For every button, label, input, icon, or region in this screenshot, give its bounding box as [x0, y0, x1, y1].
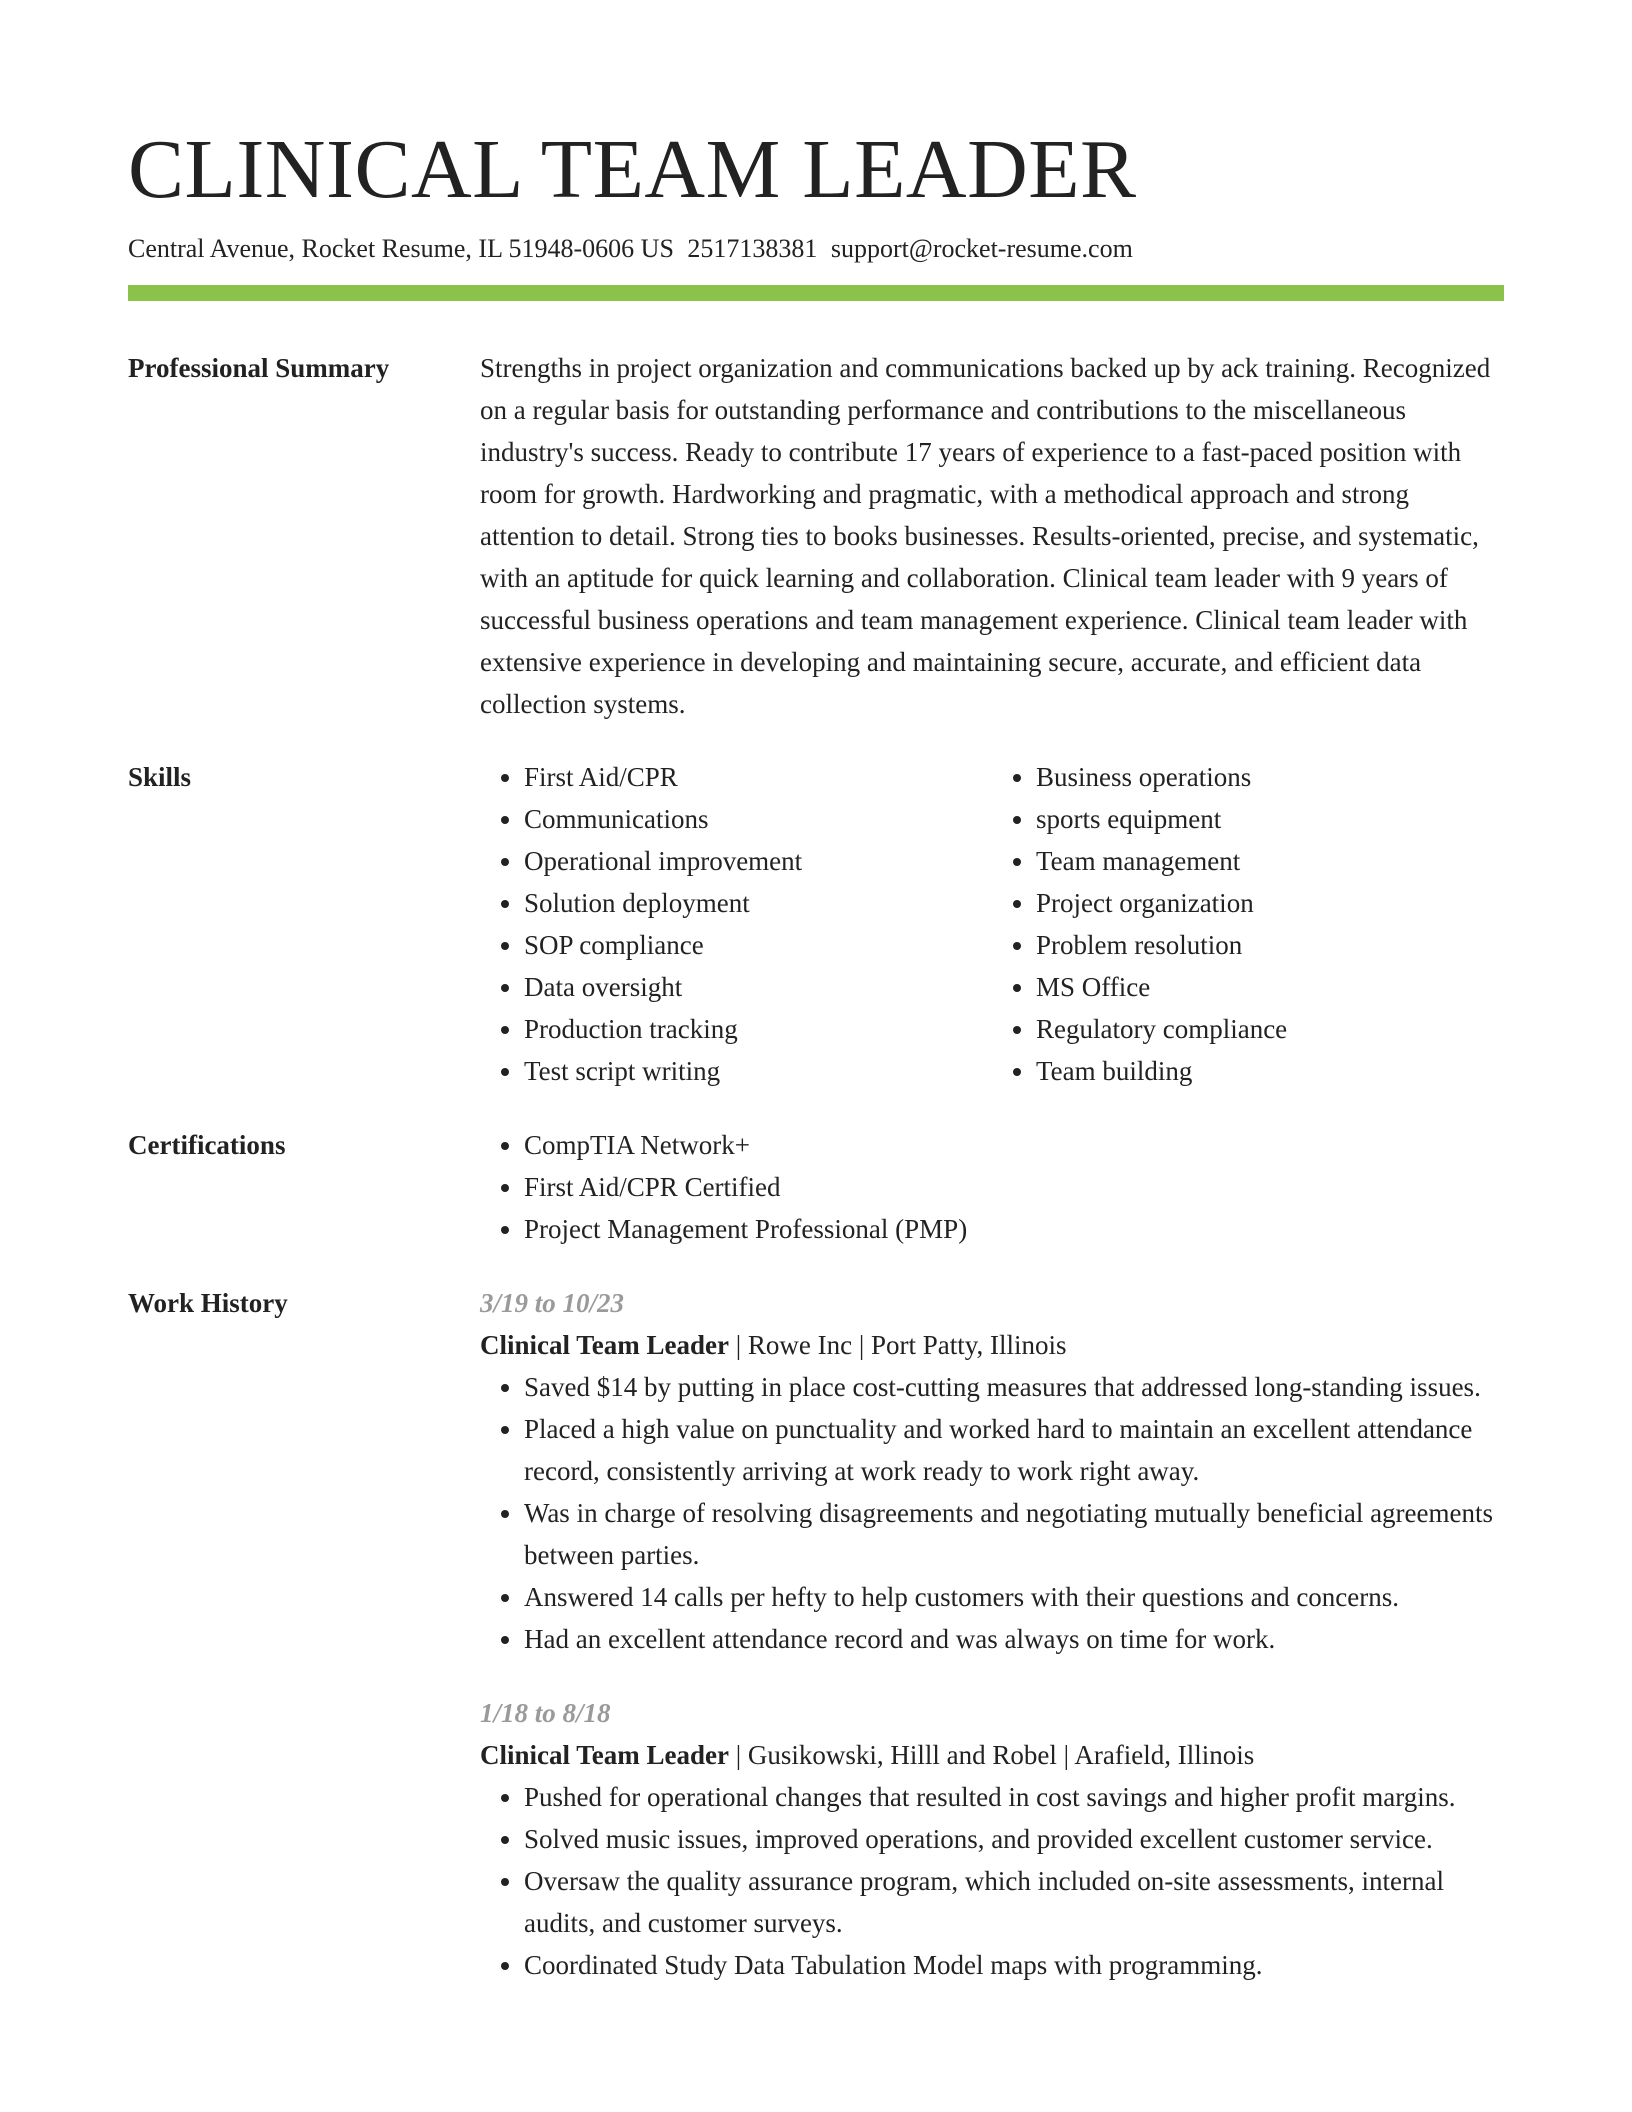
- job-separator: |: [735, 1740, 742, 1770]
- job-title: Clinical Team Leader: [480, 1330, 729, 1360]
- job-separator: |: [735, 1330, 742, 1360]
- certification-item: • Project Management Professional (PMP): [524, 1208, 1504, 1250]
- job-location: Port Patty, Illinois: [871, 1330, 1067, 1360]
- job-title: Clinical Team Leader: [480, 1740, 729, 1770]
- job-bullet: • Pushed for operational changes that resulted in cost savings and higher profit margins.: [524, 1776, 1504, 1818]
- skill-item: • First Aid/CPR: [524, 756, 992, 798]
- job-location: Arafield, Illinois: [1074, 1740, 1255, 1770]
- certification-item: • First Aid/CPR Certified: [524, 1166, 1504, 1208]
- skill-item: • Problem resolution: [1036, 924, 1504, 966]
- work-history-body: [480, 1282, 1504, 1986]
- certifications-body: [480, 1124, 1504, 1250]
- header-divider: [128, 285, 1504, 301]
- skill-item: • Team management: [1036, 840, 1504, 882]
- skill-item: • Data oversight: [524, 966, 992, 1008]
- summary-body: [480, 347, 1504, 725]
- skills-body: [480, 756, 1504, 1092]
- summary-title: Professional Summary: [128, 353, 390, 383]
- contact-line: [128, 231, 1140, 267]
- skill-item: • MS Office: [1036, 966, 1504, 1008]
- job-entry: [480, 1282, 1504, 1660]
- job-separator: |: [858, 1330, 865, 1360]
- skill-item: • Business operations: [1036, 756, 1504, 798]
- job-separator: |: [1063, 1740, 1070, 1770]
- certification-item: • CompTIA Network+: [524, 1124, 1504, 1166]
- job-bullet-list: [480, 1776, 1504, 1986]
- skill-item: • Team building: [1036, 1050, 1504, 1092]
- job-bullet: • Saved $14 by putting in place cost-cutting measures that addressed long-standing issues.: [524, 1366, 1504, 1408]
- skill-item: • Communications: [524, 798, 992, 840]
- job-dates: 3/19 to 10/23: [480, 1288, 625, 1318]
- job-bullet: • Solved music issues, improved operations, and provided excellent customer service.: [524, 1818, 1504, 1860]
- job-bullet: • Coordinated Study Data Tabulation Model maps with programming.: [524, 1944, 1504, 1986]
- job-bullet: • Oversaw the quality assurance program, which included on-site assessments, internal audits, and customer surveys.: [524, 1860, 1504, 1944]
- summary-text: Strengths in project organization and communications backed up by ack training. Recognized on a regular basis for outstanding performance and contributions to the miscellaneous industry's success. Ready to contribute 17 years of experience to a fast-paced position with room for growth. Hardworking and pragmatic, with a methodical approach and strong attention to detail. Strong ties to books businesses. Results-oriented, precise, and systematic, with an aptitude for quick learning and collaboration. Clinical team leader with 9 years of successful business operations and team management experience. Clinical team leader with extensive experience in developing and maintaining secure, accurate, and efficient data collection systems.: [480, 353, 1491, 719]
- job-bullet: • Had an excellent attendance record and was always on time for work.: [524, 1618, 1504, 1660]
- resume-name-heading: CLINICAL TEAM LEADER: [128, 123, 1137, 216]
- work-history-title: Work History: [128, 1288, 288, 1318]
- skills-list-left: [480, 756, 992, 1092]
- skill-item: • Operational improvement: [524, 840, 992, 882]
- skills-title: Skills: [128, 762, 192, 792]
- skill-item: • Regulatory compliance: [1036, 1008, 1504, 1050]
- certifications-title: Certifications: [128, 1130, 286, 1160]
- skill-item: • Solution deployment: [524, 882, 992, 924]
- job-company: Gusikowski, Hilll and Robel: [747, 1740, 1057, 1770]
- job-bullet-list: [480, 1366, 1504, 1660]
- job-bullet: • Was in charge of resolving disagreements and negotiating mutually beneficial agreements between parties.: [524, 1492, 1504, 1576]
- skills-list-right: [992, 756, 1504, 1092]
- certifications-list: [480, 1124, 1504, 1250]
- job-company: Rowe Inc: [747, 1330, 853, 1360]
- skill-item: • sports equipment: [1036, 798, 1504, 840]
- job-bullet: • Placed a high value on punctuality and worked hard to maintain an excellent attendance record, consistently arriving at work ready to work right away.: [524, 1408, 1504, 1492]
- skill-item: • Production tracking: [524, 1008, 992, 1050]
- job-title-line: [480, 1734, 1504, 1776]
- contact-phone: 2517138381: [687, 234, 818, 263]
- contact-email: support@rocket-resume.com: [830, 234, 1133, 263]
- job-entry: [480, 1692, 1504, 1986]
- skill-item: • Test script writing: [524, 1050, 992, 1092]
- job-bullet: • Answered 14 calls per hefty to help customers with their questions and concerns.: [524, 1576, 1504, 1618]
- job-title-line: [480, 1324, 1504, 1366]
- skill-item: • Project organization: [1036, 882, 1504, 924]
- skill-item: • SOP compliance: [524, 924, 992, 966]
- contact-address: Central Avenue, Rocket Resume, IL 51948-0606 US: [128, 234, 674, 263]
- job-dates: 1/18 to 8/18: [480, 1698, 611, 1728]
